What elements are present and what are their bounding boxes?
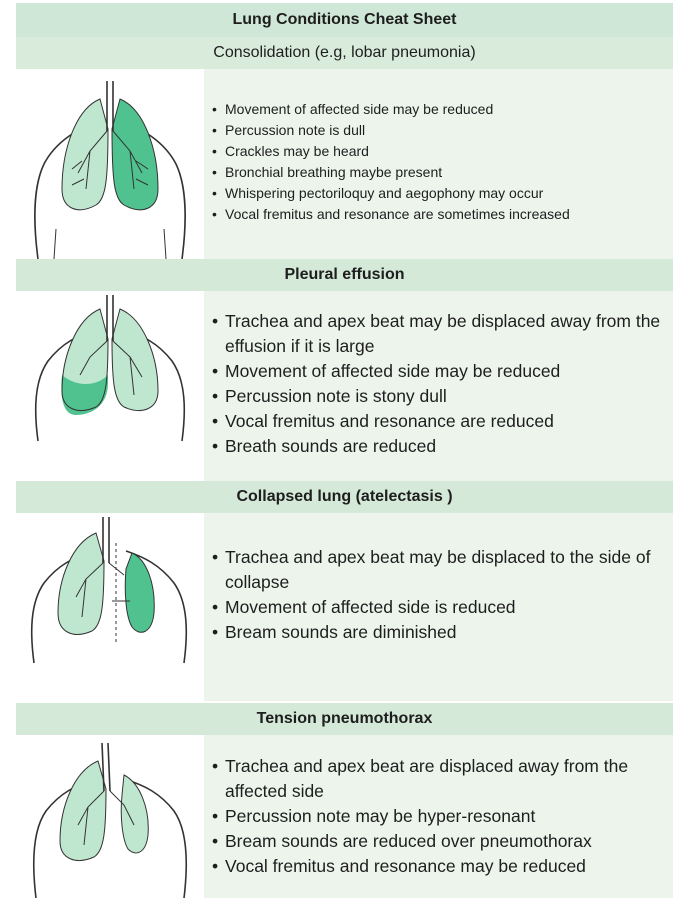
point: • Bream sounds are diminished — [212, 620, 667, 645]
lungs-collapsed-icon — [16, 513, 204, 701]
point: • Movement of affected side may be reduced — [212, 359, 667, 384]
point: • Vocal fremitus and resonance are sometimes increased — [212, 204, 667, 225]
point: • Percussion note is stony dull — [212, 384, 667, 409]
point: • Crackles may be heard — [212, 141, 667, 162]
section-collapsed-lung — [16, 513, 673, 701]
section-heading-collapsed-lung: Collapsed lung (atelectasis ) — [16, 481, 673, 513]
point: • Movement of affected side is reduced — [212, 595, 667, 620]
section-heading-tension-pneumothorax: Tension pneumothorax — [16, 703, 673, 735]
section-consolidation — [16, 69, 673, 259]
section-consolidation-text — [204, 69, 673, 259]
section-tension-pneumothorax — [16, 735, 673, 898]
section-heading-consolidation: Consolidation (e.g, lobar pneumonia) — [16, 37, 673, 69]
point: • Bronchial breathing maybe present — [212, 162, 667, 183]
section-tension-pneumothorax-text — [204, 735, 673, 898]
point: • Trachea and apex beat may be displaced to the side of collapse — [212, 545, 667, 595]
section-heading-pleural-effusion: Pleural effusion — [16, 259, 673, 291]
lungs-pneumothorax-icon — [16, 735, 204, 898]
lungs-consolidation-icon — [16, 69, 204, 259]
point: • Movement of affected side may be reduced — [212, 99, 667, 120]
point: • Trachea and apex beat are displaced away from the affected side — [212, 754, 667, 804]
point: • Vocal fremitus and resonance are reduced — [212, 409, 667, 434]
section-pleural-effusion — [16, 291, 673, 481]
point: • Whispering pectoriloquy and aegophony may occur — [212, 183, 667, 204]
point: • Percussion note may be hyper-resonant — [212, 804, 667, 829]
point: • Trachea and apex beat may be displaced away from the effusion if it is large — [212, 309, 667, 359]
point: • Percussion note is dull — [212, 120, 667, 141]
section-pleural-effusion-text — [204, 291, 673, 481]
lungs-pleural-effusion-icon — [16, 291, 204, 481]
point: • Vocal fremitus and resonance may be reduced — [212, 854, 667, 879]
section-collapsed-lung-text — [204, 513, 673, 701]
point: • Breath sounds are reduced — [212, 434, 667, 459]
point: • Bream sounds are reduced over pneumothorax — [212, 829, 667, 854]
page-title: Lung Conditions Cheat Sheet — [16, 3, 673, 37]
